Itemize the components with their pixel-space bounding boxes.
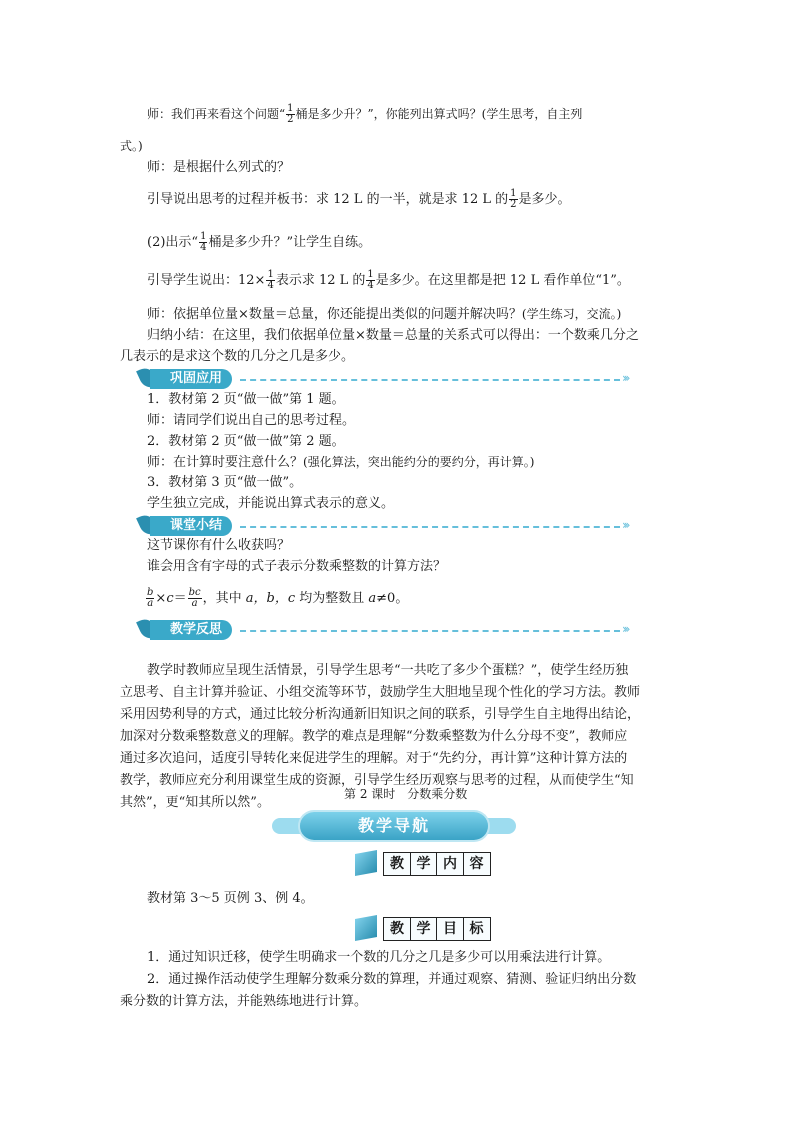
chevron-right-icon: ››› xyxy=(622,371,628,385)
goal-item-2-cont: 乘分数的计算方法，并能熟练地进行计算。 xyxy=(120,994,368,1009)
student-explanation: 引导学生说出：12× $\frac{1}{4}$ 表示求 12 L 的 $\frac{1}{4}$ 是多少。在这里都是把 12 L 看作单位“1”。 xyxy=(147,269,630,291)
reflection-line-2: 立思考、自主计算并验证、小组交流等环节，鼓励学生大胆地呈现个性化的学习方法。教师 xyxy=(120,685,641,700)
dashed-divider xyxy=(240,379,620,381)
goal-item-1: 1．通过知识迁移，使学生明确求一个数的几分之几是多少可以用乘法进行计算。 xyxy=(147,950,611,965)
teacher-prompt: 师：依据单位量×数量＝总量，你还能提出类似的问题并解决吗？(学生练习，交流。) xyxy=(147,307,622,322)
fraction-one-half: $\frac{1}{2}$ xyxy=(510,188,517,210)
teaching-content-text: 教材第 3～5 页例 3、例 4。 xyxy=(147,891,314,906)
section-reflection-header: 教学反思 xyxy=(150,620,232,640)
section-summary-header: 课堂小结 xyxy=(150,516,232,536)
teacher-question: 师：是根据什么列式的？ xyxy=(147,160,291,175)
fraction-one-quarter: $\frac{1}{4}$ xyxy=(367,269,374,291)
consolidate-item-5: 3．教材第 3 页“做一做”。 xyxy=(147,475,303,490)
reflection-line-4: 加深对分数乘整数意义的理解。教学的难点是理解“分数乘整数为什么分母不变”，教师应 xyxy=(120,729,628,744)
summary-question-1: 这节课你有什么收获吗？ xyxy=(147,538,291,553)
fraction-one-half: $\frac{1}{2}$ xyxy=(287,103,294,125)
section-consolidate-header: 巩固应用 xyxy=(150,369,232,389)
dashed-divider xyxy=(240,630,620,632)
goal-item-2: 2．通过操作活动使学生理解分数乘分数的算理，并通过观察、猜测、验证归纳出分数 xyxy=(147,972,637,987)
cube-icon xyxy=(355,850,377,876)
chevron-right-icon: ››› xyxy=(622,622,628,636)
guided-explanation: 引导说出思考的过程并板书：求 12 L 的一半，就是求 12 L 的 $\frac{1}{2}$ 是多少。 xyxy=(147,188,571,210)
reflection-line-6: 教学，教师应充分利用课堂生成的资源，引导学生经历观察与思考的过程，从而使学生“知 xyxy=(120,773,634,788)
fraction-one-quarter: $\frac{1}{4}$ xyxy=(200,231,207,253)
reflection-line-7: 其然”，更“知其所以然”。 xyxy=(120,795,270,810)
chevron-right-icon: ››› xyxy=(622,518,628,532)
summary-line-2: 几表示的是求这个数的几分之几是多少。 xyxy=(120,349,355,364)
consolidate-item-2: 师：请同学们说出自己的思考过程。 xyxy=(147,413,356,428)
formula-line: $\frac{b}{a}$ ×c＝ $\frac{bc}{a}$ ，其中 a，b，c 均为整数且 a≠0。 xyxy=(147,587,409,609)
fraction-bc-over-a: $\frac{bc}{a}$ xyxy=(188,587,201,609)
reflection-line-5: 通过多次追问，适度引导转化来促进学生的理解。对于“先约分，再计算”这种计算方法的 xyxy=(120,751,628,766)
cube-icon xyxy=(355,915,377,941)
summary-question-2: 谁会用含有字母的式子表示分数乘整数的计算方法？ xyxy=(147,559,447,574)
exercise-quarter-bucket: (2)出示“ $\frac{1}{4}$ 桶是多少升？”让学生自练。 xyxy=(147,231,372,253)
consolidate-item-1: 1．教材第 2 页“做一做”第 1 题。 xyxy=(147,392,345,407)
paragraph-question-half-bucket-cont: 式。) xyxy=(120,139,143,153)
consolidate-item-6: 学生独立完成，并能说出算式表示的意义。 xyxy=(147,496,395,511)
paragraph-question-half-bucket: 师：我们再来看这个问题“ $\frac{1}{2}$ 桶是多少升？”，你能列出算式吗？(学生思考，自主列 xyxy=(147,103,583,125)
fraction-one-quarter: $\frac{1}{4}$ xyxy=(267,269,274,291)
teaching-navigation-banner: 教学导航 xyxy=(300,812,488,840)
consolidate-item-3: 2．教材第 2 页“做一做”第 2 题。 xyxy=(147,434,345,449)
reflection-line-1: 教学时教师应呈现生活情景，引导学生思考“一共吃了多少个蛋糕？”，使学生经历独 xyxy=(147,663,629,678)
summary-line-1: 归纳小结：在这里，我们依据单位量×数量＝总量的关系式可以得出：一个数乘几分之 xyxy=(147,328,639,343)
document-page: 师：我们再来看这个问题“ $\frac{1}{2}$ 桶是多少升？”，你能列出算式吗？(学生思考，自主列 式。) 师：是根据什么列式的？ 引导说出思考的过程并板书：求 12 L 的一半，就是求 12 L 的 $\frac{1}{2}$ 是多少。 (2)出示“ $\frac{1}{4}$ 桶是多少升？”让学生自练。 引导学生说出：12× $\frac{1}{4}$ 表示求 12 L 的 $\frac{1}{4}$ 是多少。在这里都是把 12 L 看作单位“1”。 师：依据单位量×数量＝总量，你还能提出类似的问题并解决吗？(学生练习，交流。) 归纳小结：在这里，我们依据单位量×数量＝总量的关系式可以得出：一个数乘几分之 几表示的是求这个数的几分之几是多少。 巩固应用 ››› 1．教材第 2 页“做一做”第 1 题。 师：请同学们说出自己的思考过程。 2．教材第 2 页“做一做”第 2 题。 师：在计算时要注意什么？(强化算法，突出能约分的要约分，再计算。) 3．教材第 3 页“做一做”。 学生独立完成，并能说出算式表示的意义。 课堂小结 ››› 这节课你有什么收获吗？ 谁会用含有字母的式子表示分数乘整数的计算方法？ $\frac{b}{a}$ ×c＝ $\frac{bc}{a}$ ，其中 a，b，c 均为整数且 a≠0。 教学反思 ››› 教学时教师应呈现生活情景，引导学生思考“一共吃了多少个蛋糕？”，使学生经历独 立思考、自主计算并验证、小组交流等环节，鼓励学生大胆地呈现个性化的学习方法。教师 采用因势利导的方式，通过比较分析沟通新旧知识之间的联系，引导学生自主地得出结论， 加深对分数乘整数意义的理解。教学的难点是理解“分数乘整数为什么分母不变”，教师应 通过多次追问，适度引导转化来促进学生的理解。对于“先约分，再计算”这种计算方法的 教学，教师应充分利用课堂生成的资源，引导学生经历观察与思考的过程，从而使学生“知 其然”，更“知其所以然”。 第 2 课时 分数乘分数 教学导航 教 学 内 容 教材第 3～5 页例 3、例 4。 教 学 目 标 1．通过知识迁移，使学生明确求一个数的几分之几是多少可以用乘法进行计算。 2．通过操作活动使学生理解分数乘分数的算理，并通过观察、猜测、验证归纳出分数 乘分数的计算方法，并能熟练地进行计算。 xyxy=(0,0,794,1123)
reflection-line-3: 采用因势利导的方式，通过比较分析沟通新旧知识之间的联系，引导学生自主地得出结论， xyxy=(120,707,641,722)
fraction-b-over-a: $\frac{b}{a}$ xyxy=(147,587,154,609)
consolidate-item-4: 师：在计算时要注意什么？(强化算法，突出能约分的要约分，再计算。) xyxy=(147,455,535,470)
lesson-title: 第 2 课时 分数乘分数 xyxy=(344,787,468,801)
dashed-divider xyxy=(240,526,620,528)
